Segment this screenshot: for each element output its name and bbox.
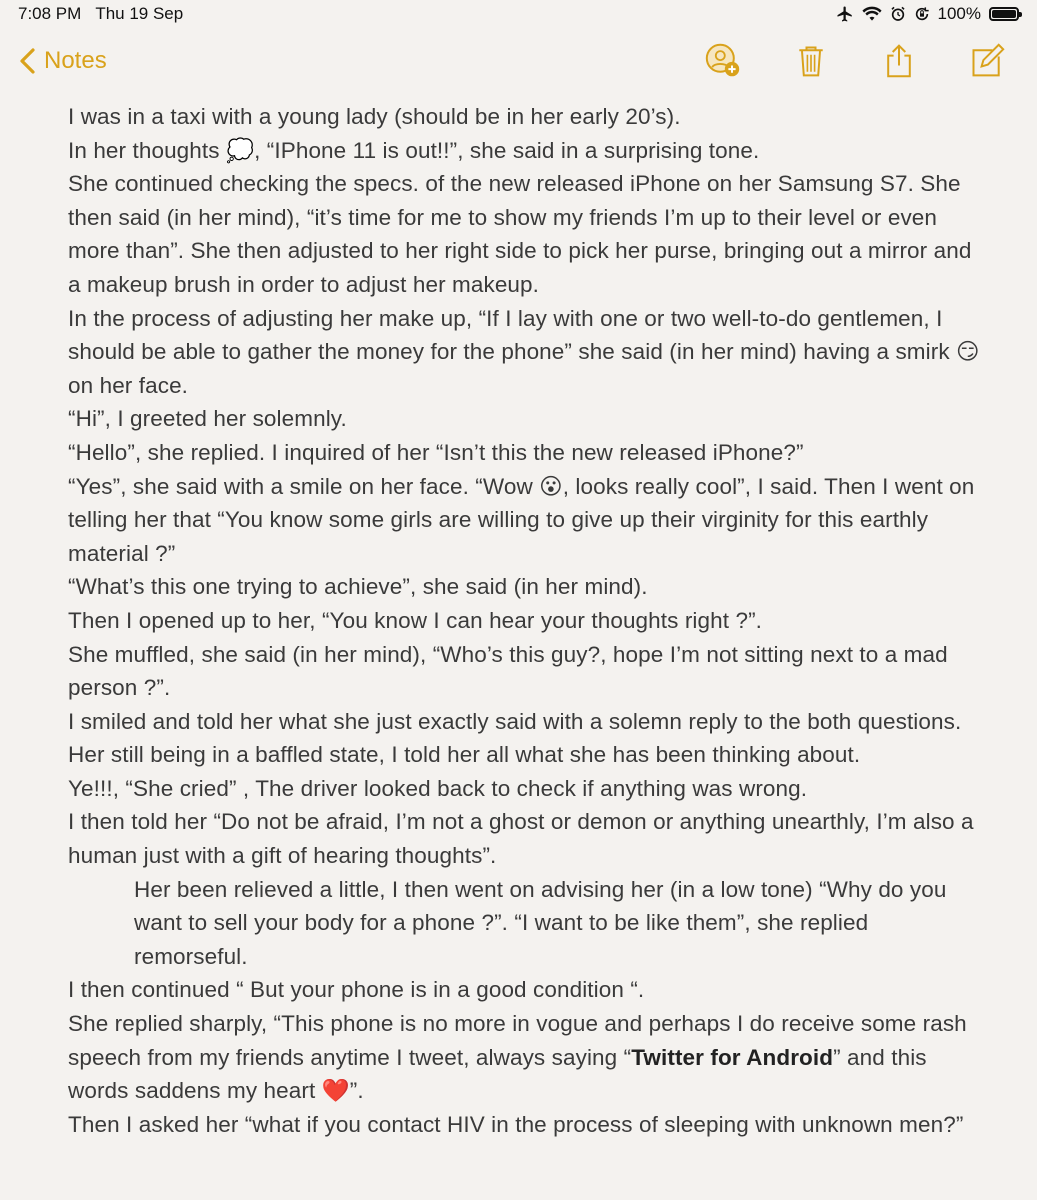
status-bar bbox=[0, 0, 1037, 28]
note-line: I then told her “Do not be afraid, I’m not a ghost or demon or anything unearthly, I’m also a human just with a gift of hearing thoughts”. bbox=[68, 809, 974, 869]
back-label: Notes bbox=[44, 47, 107, 74]
note-line: I was in a taxi with a young lady (should be in her early 20’s). bbox=[68, 104, 681, 129]
note-line: She continued checking the specs. of the new released iPhone on her Samsung S7. She then said (in her mind), “it’s time for me to show my friends I’m up to their level or even more than”. She then adjusted to her right side to pick her purse, bringing out a mirror and a makeup brush in order to adjust her makeup. bbox=[68, 171, 972, 297]
note-line-with-bold bbox=[68, 1007, 988, 1108]
note-bold-text: Twitter for Android bbox=[631, 1044, 834, 1070]
note-text: ” and this words saddens my heart ❤️”. bbox=[68, 1044, 927, 1104]
compose-button[interactable] bbox=[967, 41, 1007, 81]
note-line: Then I opened up to her, “You know I can hear your thoughts right ?”. bbox=[68, 607, 763, 633]
add-people-button[interactable] bbox=[703, 41, 743, 81]
note-line: Ye!!!, “She cried” , The driver looked back to check if anything was wrong. bbox=[68, 775, 808, 801]
share-button[interactable] bbox=[879, 41, 919, 81]
status-right bbox=[836, 4, 1019, 24]
note-line: Then I asked her “what if you contact HIV in the process of sleeping with unknown men?” bbox=[68, 1111, 964, 1137]
wifi-icon bbox=[862, 6, 882, 22]
note-line: She muffled, she said (in her mind), “Who’s this guy?, hope I’m not sitting next to a mad person ?”. bbox=[68, 641, 948, 701]
battery-icon bbox=[989, 7, 1019, 21]
trash-button[interactable] bbox=[791, 41, 831, 81]
status-left bbox=[18, 4, 183, 24]
status-date: Thu 19 Sep bbox=[95, 4, 184, 23]
note-line: I then continued “ But your phone is in a good condition “. bbox=[68, 977, 645, 1003]
nav-actions bbox=[703, 41, 1007, 81]
note-line: “Yes”, she said with a smile on her face. “Wow 😮, looks really cool”, I said. Then I went on telling her that “You know some girls are willing to give up their virginity for this earthly material ?” bbox=[68, 473, 975, 566]
note-line: “Hi”, I greeted her solemnly. bbox=[68, 406, 347, 432]
nav-bar bbox=[0, 36, 1037, 86]
note-text: She replied sharply, “This phone is no more in vogue and perhaps I do receive some rash speech from my friends anytime I tweet, always saying “ bbox=[68, 1011, 967, 1070]
note-line: “What’s this one trying to achieve”, she said (in her mind). bbox=[68, 574, 648, 600]
note-line-indented: Her been relieved a little, I then went on advising her (in a low tone) “Why do you want to sell your body for a phone ?”. “I want to be like them”, she replied remorseful. bbox=[134, 876, 947, 969]
battery-percent: 100% bbox=[937, 4, 981, 23]
trash-icon bbox=[793, 43, 829, 79]
note-line: “Hello”, she replied. I inquired of her “Isn’t this the new released iPhone?” bbox=[68, 439, 804, 465]
share-icon bbox=[881, 43, 917, 79]
note-line: I smiled and told her what she just exactly said with a solemn reply to the both questions. Her still being in a baffled state, I told her all what she has been thinking about. bbox=[68, 708, 962, 768]
note-line: In the process of adjusting her make up, “If I lay with one or two well-to-do gentlemen, I should be able to gather the money for the phone” she said (in her mind) having a smirk 😏 on her face. bbox=[68, 305, 980, 398]
note-line: In her thoughts 💭, “IPhone 11 is out!!”, she said in a surprising tone. bbox=[68, 137, 760, 163]
airplane-icon bbox=[836, 5, 854, 23]
note-body[interactable] bbox=[68, 100, 988, 1141]
compose-icon bbox=[969, 43, 1005, 79]
alarm-icon bbox=[890, 6, 906, 22]
add-people-icon bbox=[705, 43, 741, 79]
status-time: 7:08 PM bbox=[18, 4, 82, 23]
battery-fill bbox=[992, 10, 1016, 18]
orientation-lock-icon bbox=[914, 6, 930, 22]
chevron-left-icon bbox=[18, 47, 36, 75]
back-to-notes-button[interactable] bbox=[18, 47, 107, 75]
